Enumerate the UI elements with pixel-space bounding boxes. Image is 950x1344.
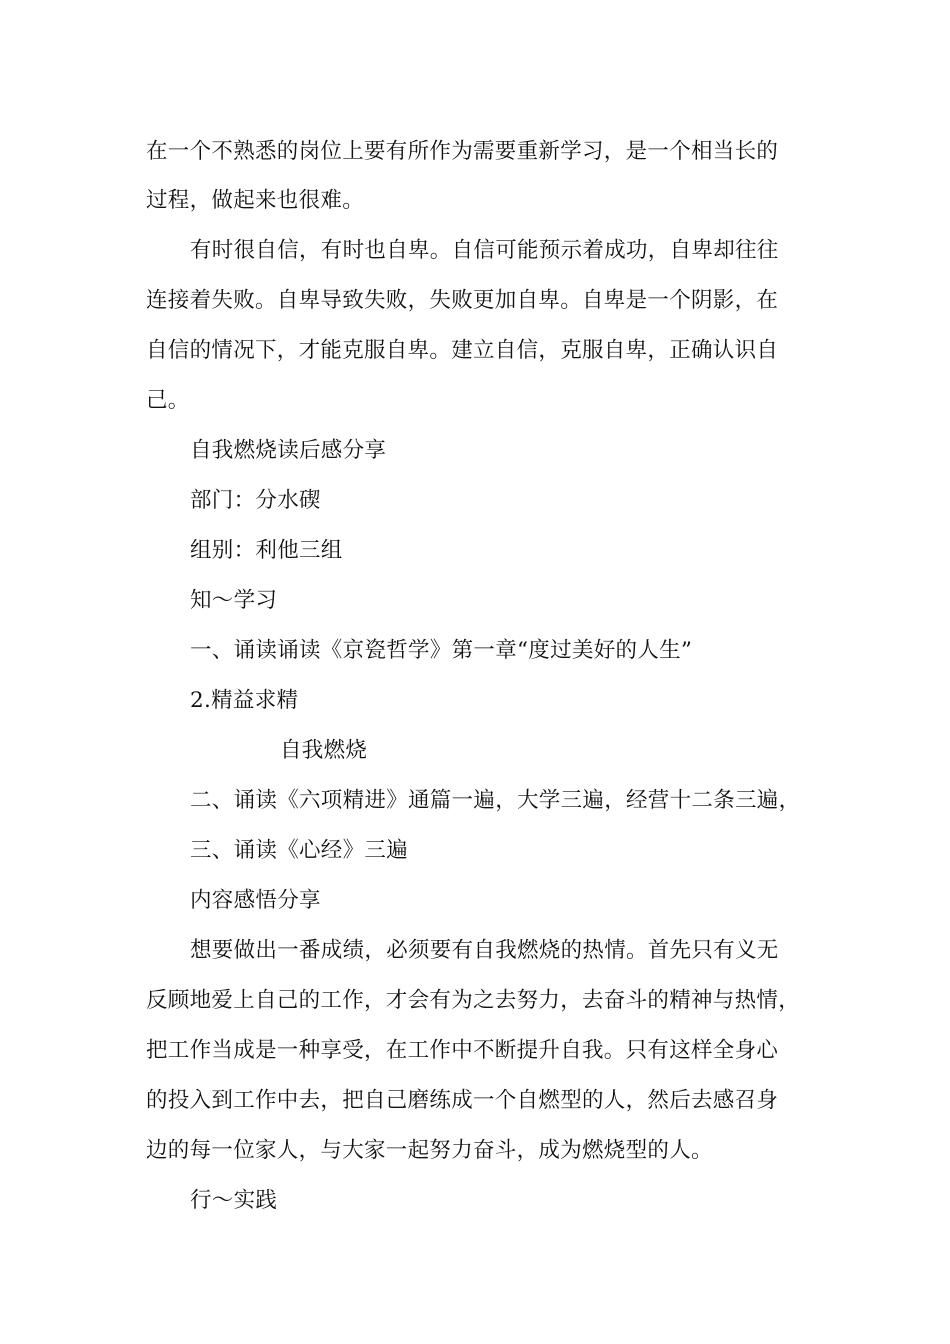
paragraph-line: 连接着失败。自卑导致失败，失败更加自卑。自卑是一个阴影，在	[146, 288, 779, 313]
group-line: 组别：利他三组	[190, 538, 343, 563]
section-heading: 内容感悟分享	[190, 888, 321, 913]
paragraph-line: 的投入到工作中去，把自己磨练成一个自燃型的人，然后去感召身	[146, 1088, 779, 1113]
list-item: 二、诵读《六项精进》通篇一遍，大学三遍，经营十二条三遍，	[190, 788, 801, 813]
list-item: 三、诵读《心经》三遍	[190, 838, 409, 863]
paragraph-line: 反顾地爱上自己的工作，才会有为之去努力，去奋斗的精神与热情，	[146, 988, 801, 1013]
section-title: 自我燃烧读后感分享	[190, 438, 387, 463]
section-heading: 行～实践	[190, 1188, 278, 1213]
paragraph-line: 自信的情况下，才能克服自卑。建立自信，克服自卑，正确认识自	[146, 338, 779, 363]
section-heading: 知～学习	[190, 588, 278, 613]
paragraph-line: 边的每一位家人，与大家一起努力奋斗，成为燃烧型的人。	[146, 1138, 713, 1163]
subheading: 自我燃烧	[280, 738, 368, 763]
department-line: 部门：分水碶	[190, 488, 321, 513]
list-item: 2.精益求精	[190, 688, 299, 713]
paragraph-line: 在一个不熟悉的岗位上要有所作为需要重新学习，是一个相当长的	[146, 139, 779, 164]
paragraph-line: 己。	[146, 388, 190, 413]
paragraph-line: 有时很自信，有时也自卑。自信可能预示着成功，自卑却往往	[190, 238, 779, 263]
paragraph-line: 想要做出一番成绩，必须要有自我燃烧的热情。首先只有义无	[190, 938, 779, 963]
paragraph-line: 过程，做起来也很难。	[146, 188, 365, 213]
list-item: 一、诵读诵读《京瓷哲学》第一章“度过美好的人生”	[190, 638, 693, 663]
paragraph-line: 把工作当成是一种享受，在工作中不断提升自我。只有这样全身心	[146, 1038, 779, 1063]
